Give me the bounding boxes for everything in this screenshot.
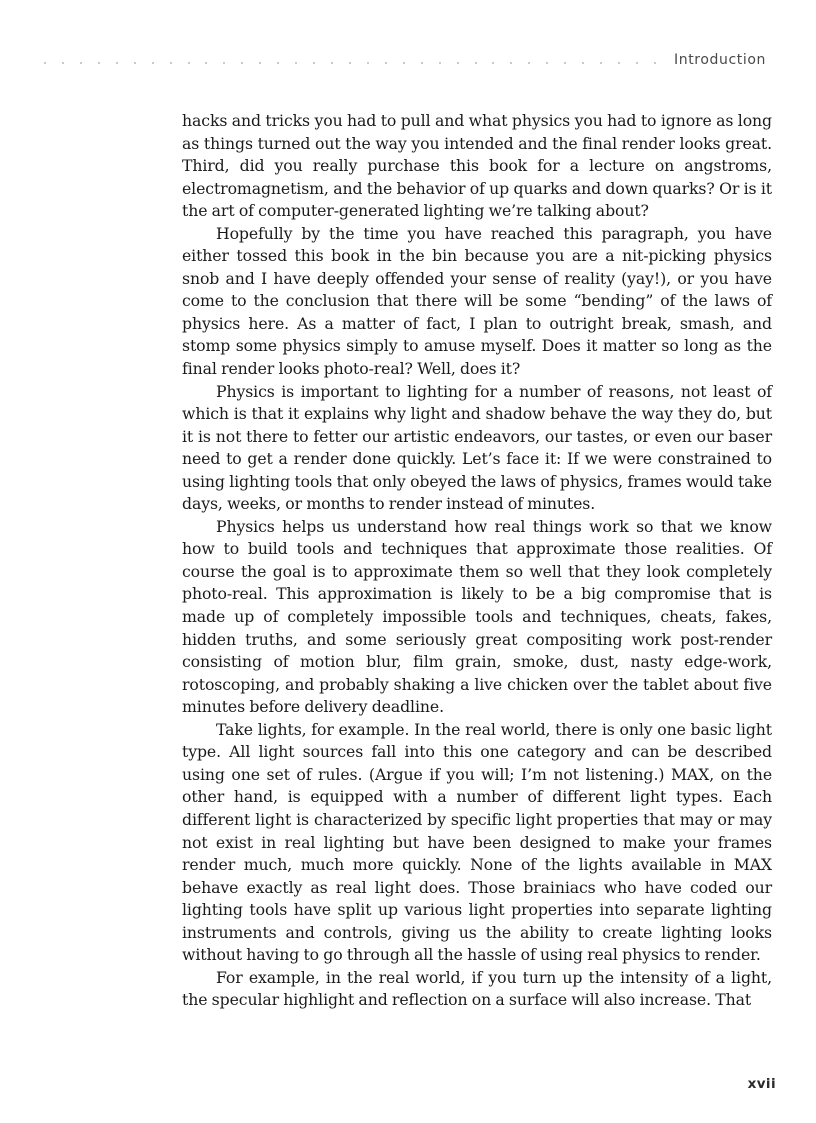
paragraph: Physics helps us understand how real things work so that we know how to build tools and techniques that approximate those realities. Of course the goal is to approximate them so well that they look completely photo-real. This approximation is likely to be a big compromise that is made up of completely impossible tools and techniques, cheats, fakes, hidden truths, and some seriously great compositing work post-render consisting of motion blur, film grain, smoke, dust, nasty edge-work, rotoscoping, and probably shaking a live chicken over the tablet about five minutes before delivery deadline. [182, 516, 772, 717]
running-head: Introduction [674, 52, 766, 68]
paragraph: Take lights, for example. In the real world, there is only one basic light type. All light sources fall into this one category and can be described using one set of rules. (Argue if you will; I’m not listening.) MAX, on the other hand, is equipped with a number of different light types. Each different light is characterized by specific light properties that may or may not exist in real lighting but have been designed to make your frames render much, much more quickly. None of the lights available in MAX behave exactly as real light does. Those brainiacs who have coded our lighting tools have split up various light properties into separate lighting instruments and controls, giving us the ability to create lighting looks without having to go through all the hassle of using real physics to render. [182, 719, 772, 965]
paragraph: Physics is important to lighting for a number of reasons, not least of which is that it explains why light and shadow behave the way they do, but it is not there to fetter our artistic endeavors, our tastes, or even our baser need to get a render done quickly. Let’s face it: If we were constrained to using lighting tools that only obeyed the laws of physics, frames would take days, weeks, or months to render instead of minutes. [182, 381, 772, 514]
page-number: xvii [747, 1076, 776, 1092]
body-text [182, 110, 772, 1012]
paragraph: hacks and tricks you had to pull and what physics you had to ignore as long as things turned out the way you intended and the final render looks great. Third, did you really purchase this book for a lecture on angstroms, electromagnetism, and the behavior of up quarks and down quarks? Or is it the art of computer-generated lighting we’re talking about? [182, 111, 772, 221]
paragraph: Hopefully by the time you have reached this paragraph, you have either tossed this book in the bin because you are a nit-picking physics snob and I have deeply offended your sense of reality (yay!), or you have come to the conclusion that there will be some “bending” of the laws of physics here. As a matter of fact, I plan to outright break, smash, and stomp some physics simply to amuse myself. Does it matter so long as the final render looks photo-real? Well, does it? [182, 223, 772, 379]
paragraph: For example, in the real world, if you turn up the intensity of a light, the specular highlight and reflection on a surface will also increase. That [182, 967, 772, 1010]
header-dot-leader [44, 57, 656, 69]
